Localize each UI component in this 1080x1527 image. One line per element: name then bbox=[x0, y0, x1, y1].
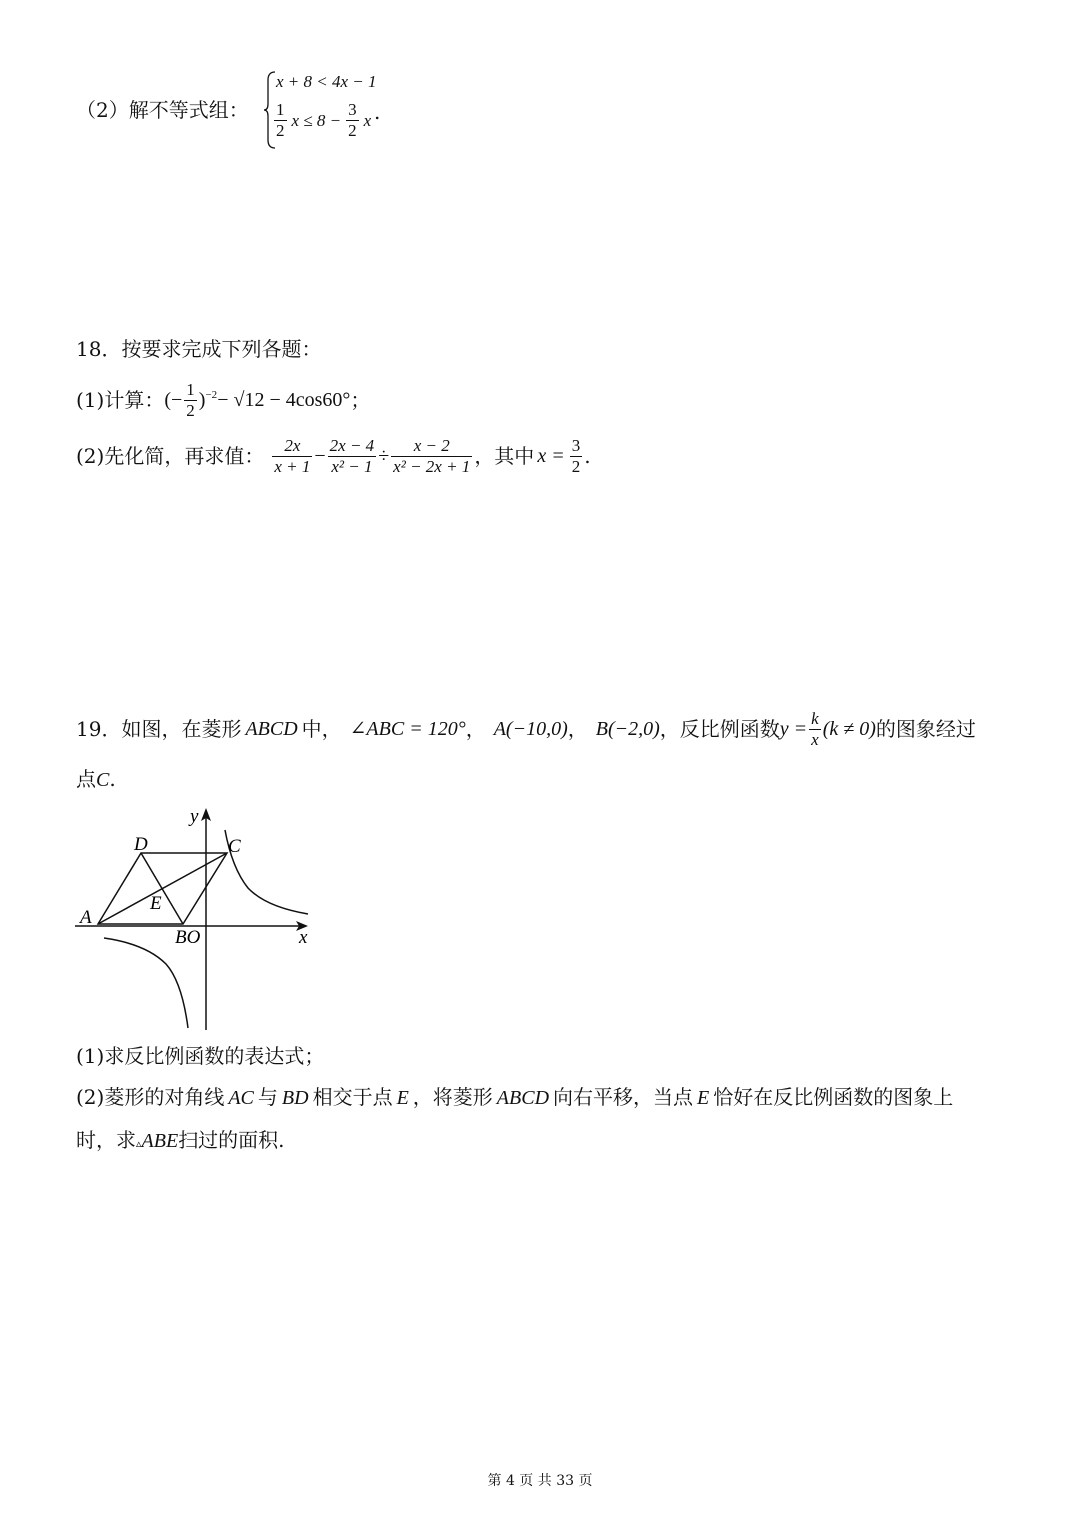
q19-line2: 点C. bbox=[76, 767, 116, 791]
page-footer: 第 4 页 共 33 页 bbox=[487, 1473, 593, 1489]
hyperbola-branch-q4 bbox=[104, 938, 188, 1028]
q19-part2: (2)菱形的对角线 AC 与 BD 相交于点 E ，将菱形 ABCD 向右平移，当点 E 恰好在反比例函数的图象上 bbox=[76, 1085, 954, 1109]
diagonal-bd bbox=[141, 853, 183, 924]
q19-line1: 19．如图，在菱形 ABCD 中， ∠ABC = 120° ， A(−10,0) ， B(−2,0) ，反比例函数 y = $\frac{k}{x}$ (k ≠ 0) 的图象经过 bbox=[76, 708, 976, 749]
label-bo: BO bbox=[175, 927, 201, 948]
label-e: E bbox=[150, 893, 162, 914]
label-c: C bbox=[228, 836, 241, 857]
label-x: x bbox=[299, 927, 308, 948]
q17-2-label: （2）解不等式组： bbox=[76, 98, 249, 122]
label-y: y bbox=[190, 806, 199, 827]
q18-part2: (2)先化简，再求值： $\frac{2x}{x + 1}$ − $\frac{2x - 4}{\text{x² − 1}}$ ÷ $\frac{x - 2}{\text{x² − 2x + 1}}$ ，其中 x = $\frac{3}{2}$ . bbox=[76, 435, 591, 476]
q18-title: 18．按要求完成下列各题： bbox=[76, 337, 322, 361]
q18-part1: (1)计算： (− $\frac{1}{2}$ ) −2 − √12 − 4cos60° ； bbox=[76, 379, 371, 420]
rhombus-hyperbola-figure bbox=[70, 800, 330, 1035]
label-a: A bbox=[80, 907, 92, 928]
q17-2-line2: $\frac{1}{2}$ x ≤ 8 − $\frac{3}{2}$ x bbox=[276, 100, 372, 140]
q19-part1: (1)求反比例函数的表达式； bbox=[76, 1044, 325, 1068]
q17-2-end: . bbox=[374, 100, 381, 124]
q19-part2-cont: 时，求▵ABE扫过的面积. bbox=[76, 1128, 285, 1152]
label-d: D bbox=[134, 834, 148, 855]
q17-2-line1: x + 8 < 4x − 1 bbox=[276, 72, 377, 91]
